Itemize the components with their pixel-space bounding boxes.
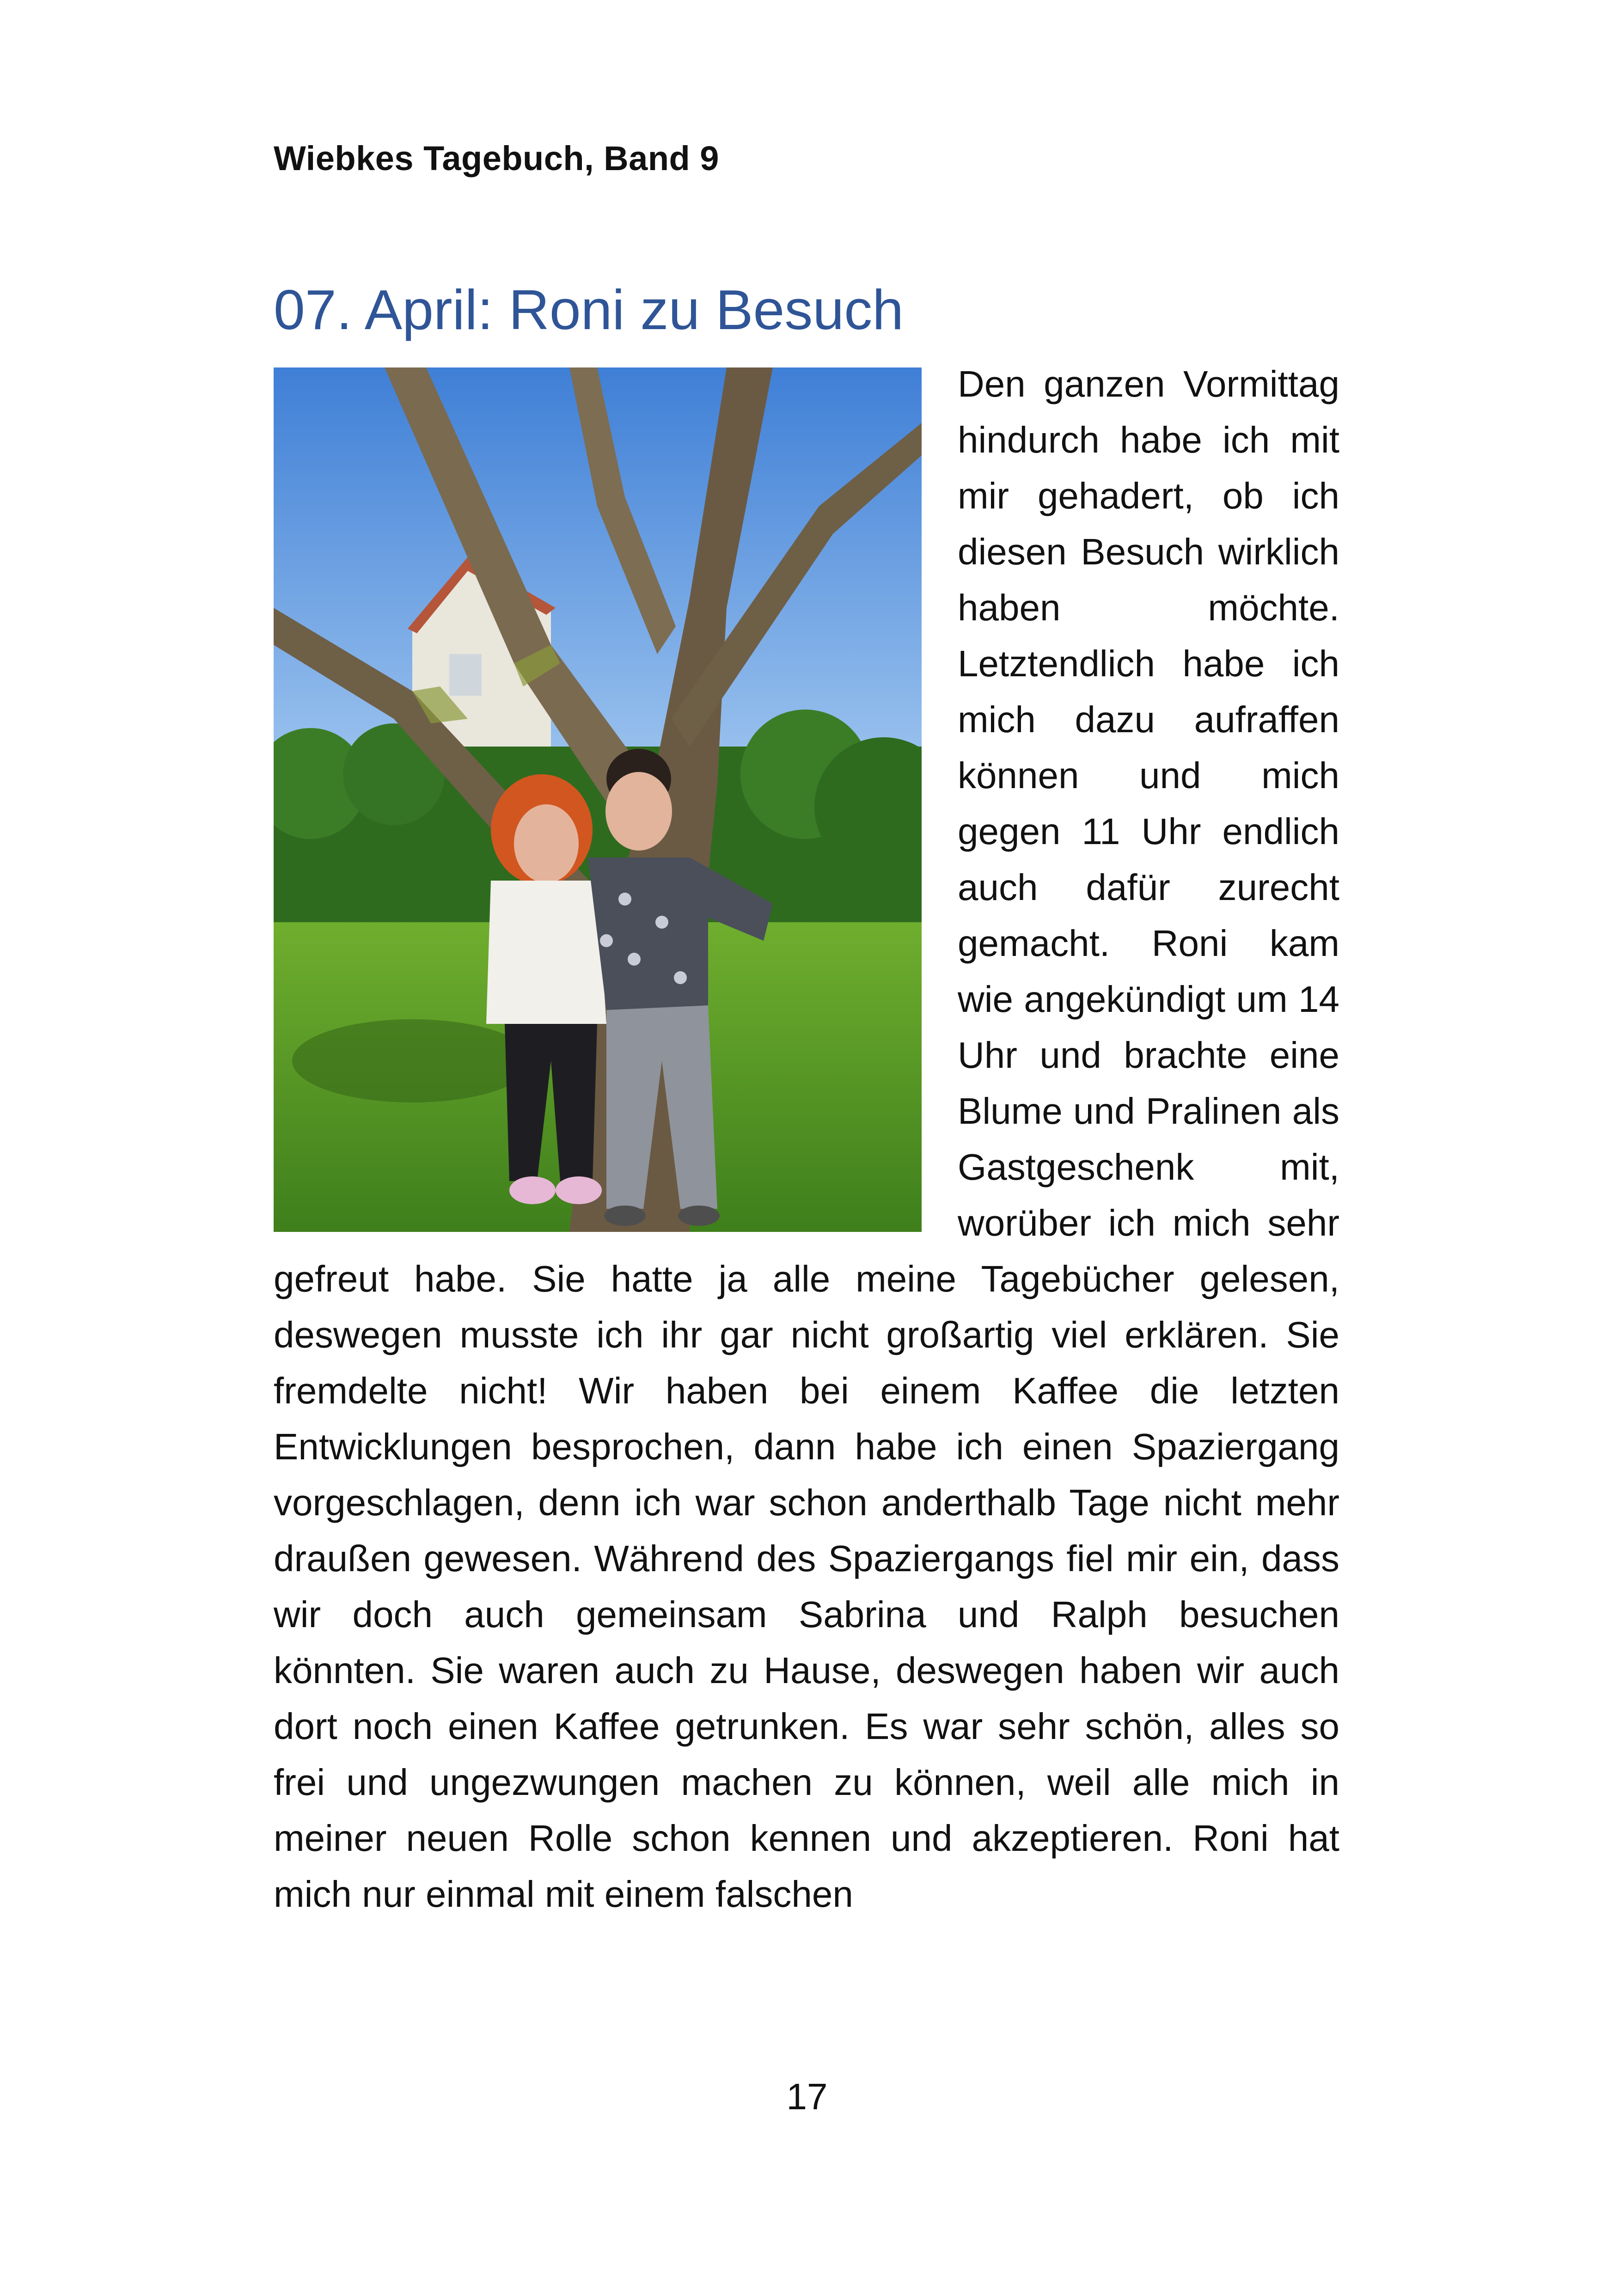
book-title: Wiebkes Tagebuch, Band 9 (274, 139, 719, 178)
chapter-title: 07. April: Roni zu Besuch (274, 278, 904, 341)
page-number: 17 (786, 2076, 828, 2117)
body-text (274, 356, 1339, 1922)
body-paragraph: Den ganzen Vormittag hindurch habe ich mit mir gehadert, ob ich diesen Besuch wirklich haben möchte. Letztendlich habe ich mich dazu aufraffen können und mich gegen 11 Uhr endlich auch dafür zurecht gemacht. Roni kam wie angekündigt um 14 Uhr und brachte eine Blume und Pralinen als Gastgeschenk mit, worüber ich mich sehr gefreut habe. Sie hatte ja alle meine Tagebücher gelesen, deswegen musste ich ihr gar nicht großartig viel erklären. Sie fremdelte nicht! Wir haben bei einem Kaffee die letzten Entwicklungen besprochen, dann habe ich einen Spaziergang vorgeschlagen, denn ich war schon anderthalb Tage nicht mehr draußen gewesen. Während des Spaziergangs fiel mir ein, dass wir doch auch gemeinsam Sabrina und Ralph besuchen könnten. Sie waren auch zu Hause, deswegen haben wir auch dort noch einen Kaffee getrunken. Es war sehr schön, alles so frei und ungezwungen machen zu können, weil alle mich in meiner neuen Rolle schon kennen und akzeptieren. Roni hat mich nur einmal mit einem falschen (274, 363, 1339, 1915)
photo-two-women-at-tree (274, 367, 922, 1232)
